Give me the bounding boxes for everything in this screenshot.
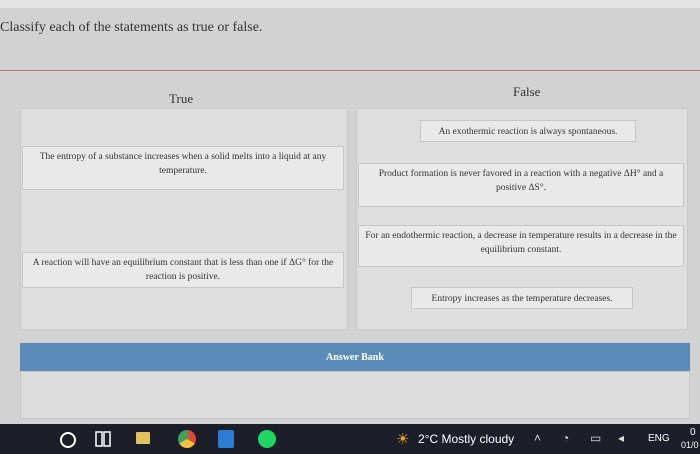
battery-icon[interactable]: ▭ xyxy=(590,431,602,445)
top-strip xyxy=(0,0,700,8)
answer-bank-header: Answer Bank xyxy=(20,343,690,371)
network-icon[interactable]: ◔ xyxy=(562,431,570,445)
statement-card[interactable]: An exothermic reaction is always spontaneous. xyxy=(420,120,636,142)
statement-card[interactable]: Entropy increases as the temperature decreases. xyxy=(411,287,633,309)
answer-bank-area[interactable] xyxy=(20,371,690,419)
clock-time[interactable]: 0 xyxy=(690,427,696,438)
statement-card[interactable]: For an endothermic reaction, a decrease in temperature results in a decrease in the equilibrium constant. xyxy=(358,225,684,267)
statement-card[interactable]: A reaction will have an equilibrium constant that is less than one if ΔG° for the reaction is positive. xyxy=(22,252,344,288)
header-divider xyxy=(0,70,700,71)
false-column-heading: False xyxy=(513,84,541,99)
weather-icon[interactable]: ☀ xyxy=(396,431,410,448)
chrome-icon[interactable] xyxy=(178,430,196,448)
statement-card[interactable]: The entropy of a substance increases when a solid melts into a liquid at any temperature. xyxy=(22,146,344,190)
statement-card[interactable]: Product formation is never favored in a reaction with a negative ΔH° and a positive ΔS°. xyxy=(358,163,684,207)
instruction-text: Classify each of the statements as true or false. xyxy=(0,20,263,35)
true-column-heading: True xyxy=(169,91,194,106)
chevron-up-icon[interactable]: ˄ xyxy=(534,431,542,445)
taskbar xyxy=(0,424,700,454)
task-view-icon[interactable] xyxy=(94,430,112,448)
file-explorer-icon[interactable] xyxy=(136,432,150,444)
volume-icon[interactable]: ◂ xyxy=(618,431,625,445)
weather-text[interactable]: 2°C Mostly cloudy xyxy=(418,432,515,446)
search-circle-icon[interactable] xyxy=(60,432,76,448)
clock-date[interactable]: 01/0 xyxy=(681,440,699,450)
spotify-icon[interactable] xyxy=(258,430,276,448)
language-indicator[interactable]: ENG xyxy=(648,433,670,444)
true-drop-zone[interactable] xyxy=(20,108,348,330)
store-icon[interactable] xyxy=(218,430,234,448)
